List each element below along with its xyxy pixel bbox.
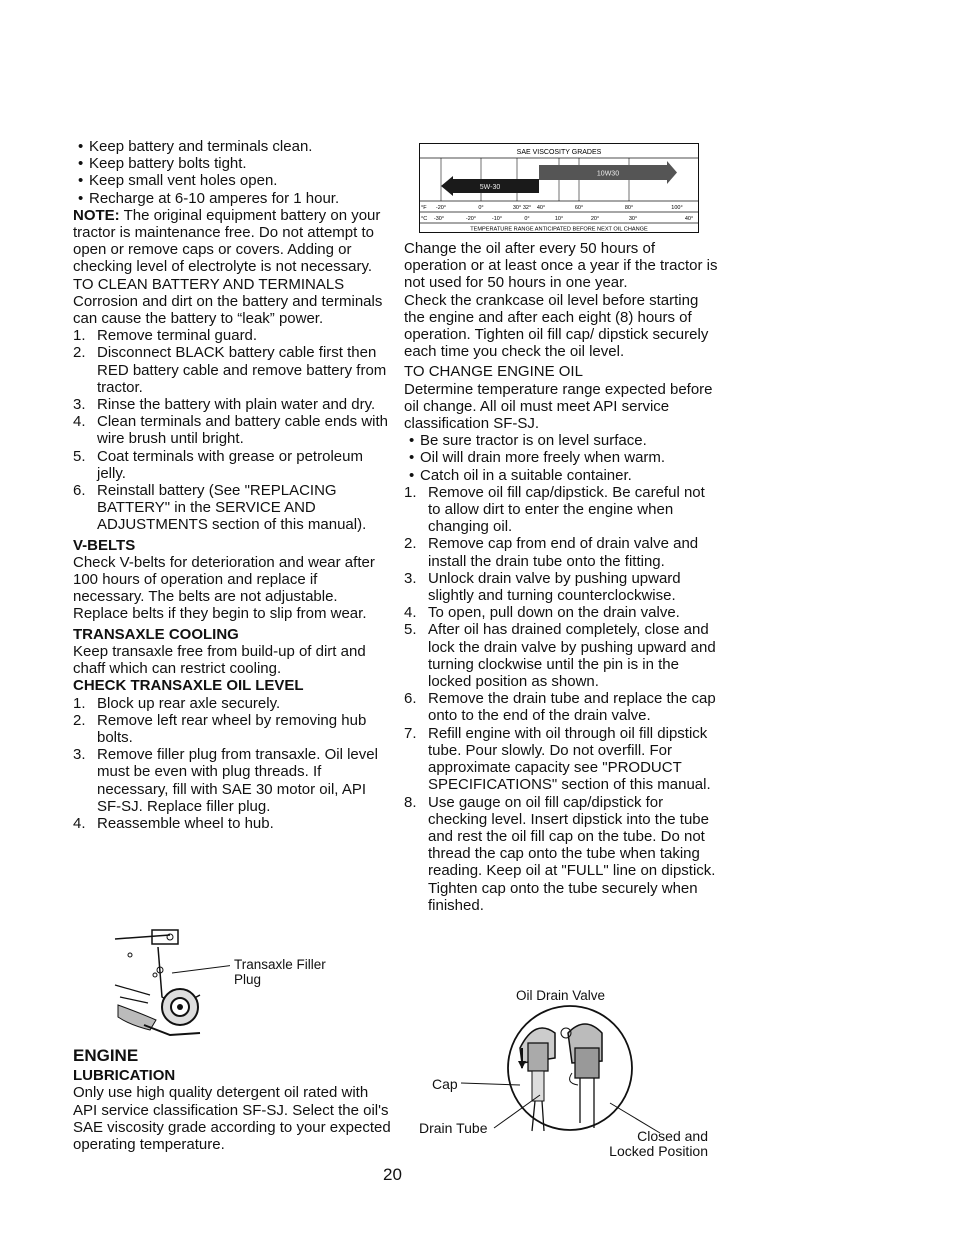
tick-label: 0° [478, 205, 484, 211]
list-item: 3. Remove filler plug from transaxle. Oil level must be even with plug threads. If necessary, fill with SAE 30 motor oil, API SF-SJ. Replace filler plug. [73, 746, 378, 815]
list-item: • Keep battery and terminals clean. [73, 138, 391, 155]
note-label: NOTE: [73, 206, 120, 224]
list-item: 1. Remove terminal guard. [73, 327, 258, 345]
list-item: • Oil will drain more freely when warm. [404, 449, 719, 466]
list-item: • Be sure tractor is on level surface. [404, 432, 719, 449]
list-item: 5. Coat terminals with grease or petroleum jelly. [73, 447, 363, 482]
list-item: • Catch oil in a suitable container. [404, 467, 719, 484]
list-item: 1. Block up rear axle securely. [73, 694, 281, 712]
tick-label: -30° [433, 216, 445, 222]
list-item: • Keep battery bolts tight. [73, 155, 391, 172]
viscosity-bar-label: 10W30 [596, 170, 620, 178]
tick-unit: °C [421, 216, 428, 222]
change-intro: Determine temperature range expected before oil change. All oil must meet API service classification SF-SJ. [404, 380, 713, 433]
tick-label: 20° [590, 216, 600, 222]
tick-label: -20° [435, 205, 447, 211]
list-item: • Keep small vent holes open. [73, 172, 391, 189]
lubrication-text: Only use high quality detergent oil rated with API service classification SF-SJ. Select the oil's SAE viscosity grade according to your expected operating temperature. [73, 1084, 391, 1154]
list-item: 3. Unlock drain valve by pushing upward slightly and turning counterclockwise. [404, 569, 681, 605]
clean-intro: Corrosion and dirt on the battery and terminals can cause the battery to “leak” power. [73, 292, 383, 328]
note-text: The original equipment battery on your tractor is maintenance free. Do not attempt to open or remove caps or covers. Adding or checking level of electrolyte is not necessary. [73, 206, 381, 276]
viscosity-bar-label: 5W-30 [479, 184, 501, 191]
list-item: 4. To open, pull down on the drain valve. [404, 604, 680, 622]
tick-label: 32° [522, 205, 532, 211]
list-item: 1. Remove oil fill cap/dipstick. Be careful not to allow dirt to enter the engine when changing oil. [404, 483, 705, 536]
tick-label: 80° [624, 205, 634, 211]
drain-tube-label: Drain Tube [419, 1120, 488, 1136]
engine-section [73, 1043, 391, 1153]
transaxle-illustration [110, 925, 230, 1040]
engine-heading: ENGINE [73, 1046, 139, 1065]
change-bullets [404, 432, 719, 484]
right-column [404, 240, 719, 914]
tick-label: 100° [671, 205, 683, 211]
transaxle-heading: TRANSAXLE COOLING [73, 625, 239, 643]
check-text: Check the crankcase oil level before starting the engine and after each eight (8) hours of operation. Tighten oil fill cap/ dipstick securely each time you check the oil level. [404, 291, 709, 361]
tick-label: -20° [465, 216, 477, 222]
list-item: • Recharge at 6-10 amperes for 1 hour. [73, 190, 391, 207]
tick-unit: °F [421, 205, 427, 211]
battery-note [73, 207, 391, 276]
tick-label: -10° [491, 216, 503, 222]
tick-label: 40° [684, 216, 694, 222]
oil-level-heading: CHECK TRANSAXLE OIL LEVEL [73, 677, 304, 695]
list-item: 6. Reinstall battery (See "REPLACING BATTERY" in the SERVICE AND ADJUSTMENTS section of this manual). [73, 482, 367, 534]
list-item: 2. Remove left rear wheel by removing hub bolts. [73, 711, 367, 746]
change-steps [404, 484, 719, 914]
clean-steps [73, 327, 391, 533]
left-column [73, 138, 391, 832]
list-item: 4. Reassemble wheel to hub. [73, 814, 274, 832]
transaxle-text: Keep transaxle free from build-up of dirt and chaff which can restrict cooling. [73, 642, 366, 678]
change-heading: TO CHANGE ENGINE OIL [404, 363, 583, 381]
cap-label: Cap [432, 1076, 458, 1092]
battery-bullets [73, 138, 391, 207]
vbelts-text: Check V-belts for deterioration and wear after 100 hours of operation and replace if necessary. The belts are not adjustable. Replace belts if they begin to slip from wear. [73, 553, 375, 623]
list-item: 2. Remove cap from end of drain valve and install the drain tube onto the fitting. [404, 535, 699, 570]
tick-label: 30° [512, 205, 522, 211]
tick-label: 0° [524, 216, 530, 222]
list-item: 5. After oil has drained completely, close and lock the drain valve by pushing upward and turning clockwise until the pin is in the locked position as shown. [404, 621, 716, 691]
tick-label: 10° [554, 216, 564, 222]
lubrication-heading: LUBRICATION [73, 1067, 176, 1085]
list-item: 4. Clean terminals and battery cable ends with wire brush until bright. [73, 413, 388, 448]
chart-xlabel: TEMPERATURE RANGE ANTICIPATED BEFORE NEXT OIL CHANGE [470, 226, 648, 233]
list-item: 3. Rinse the battery with plain water and dry. [73, 396, 376, 414]
tick-label: 40° [536, 205, 546, 211]
filler-label: Transaxle Filler Plug [234, 957, 326, 987]
list-item: 2. Disconnect BLACK battery cable first then RED battery cable and remove battery from tractor. [73, 344, 387, 396]
drain-title: Oil Drain Valve [516, 988, 606, 1003]
list-item: 8. Use gauge on oil fill cap/dipstick for checking level. Insert dipstick into the tube and rest the oil fill cap on the tube. Do not thread the cap onto the tube when taking reading. Keep oil at "FULL" line on dipstick. Tighten cap onto the tube securely when finished. [404, 793, 716, 914]
drain-valve-illustration [460, 1003, 670, 1143]
vbelts-heading: V-BELTS [73, 536, 136, 554]
oil-level-steps [73, 695, 391, 833]
chart-title: SAE VISCOSITY GRADES [516, 149, 602, 156]
change-text: Change the oil after every 50 hours of operation or at least once a year if the tractor is not used for 50 hours in one year. [404, 240, 718, 292]
page-number: 20 [383, 1165, 402, 1184]
tick-label: 30° [628, 216, 638, 222]
tick-label: 60° [574, 205, 584, 211]
list-item: 7. Refill engine with oil through oil fill dipstick tube. Pour slowly. Do not overfill. For approximate capacity see "PRODUCT SPECIFICATIONS" section of this manual. [404, 724, 711, 794]
clean-heading: TO CLEAN BATTERY AND TERMINALS [73, 275, 345, 293]
list-item: 6. Remove the drain tube and replace the cap onto to the end of the drain valve. [404, 690, 716, 725]
closed-position-label: Closed and Locked Position [609, 1128, 708, 1159]
viscosity-chart [419, 143, 699, 233]
